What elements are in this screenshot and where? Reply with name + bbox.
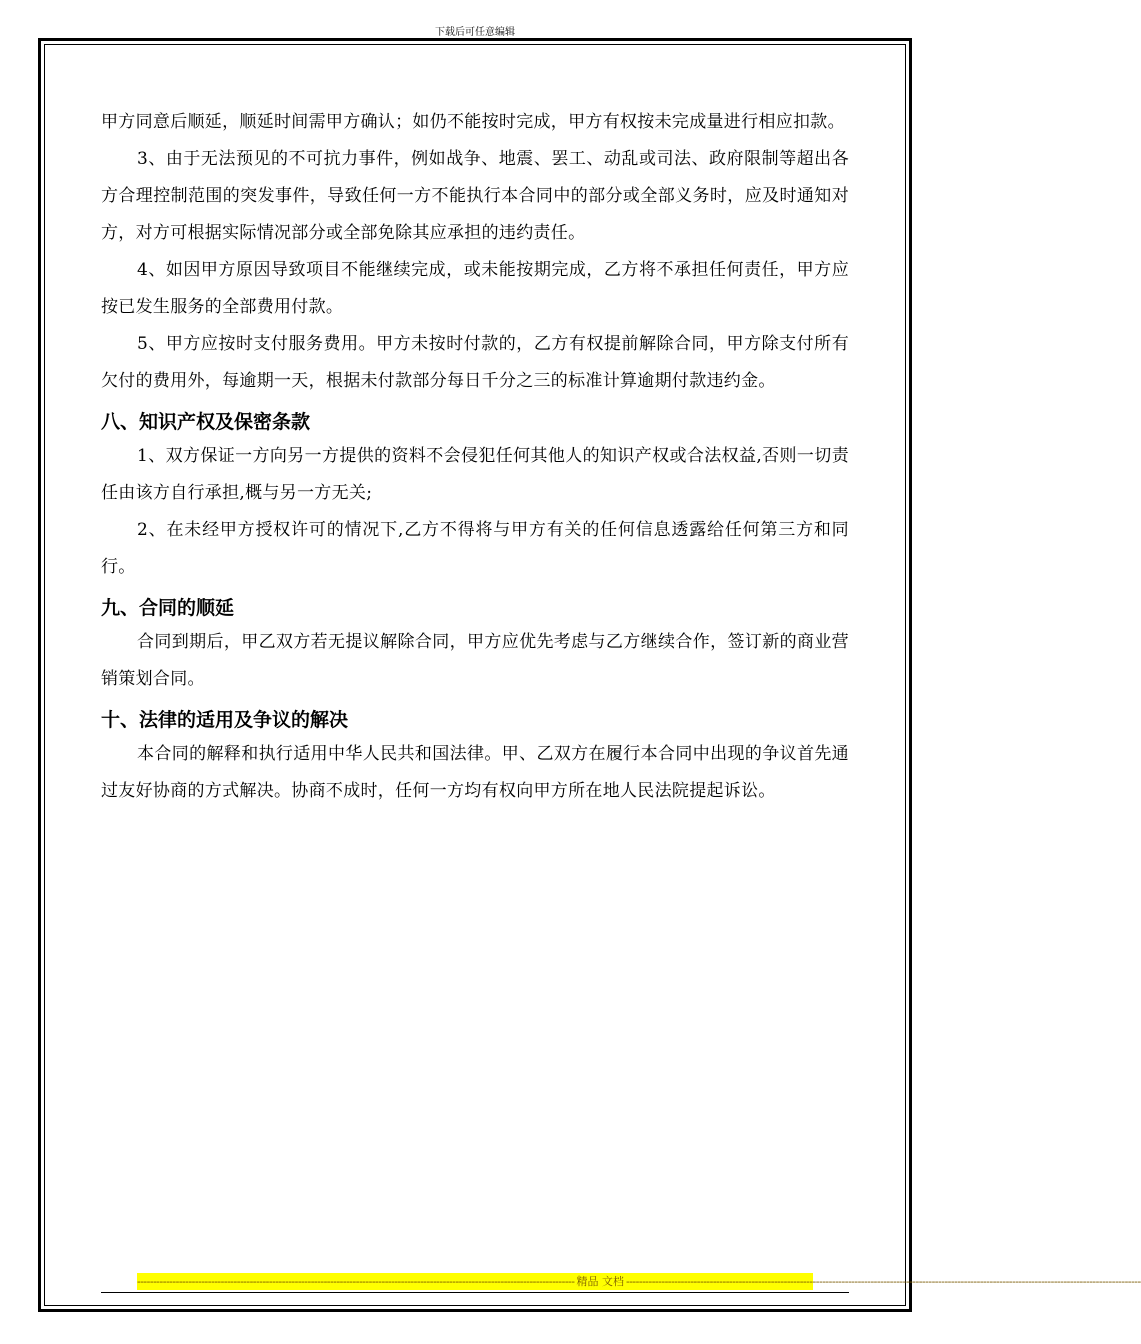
document-body xyxy=(101,104,849,810)
footer-rule xyxy=(101,1292,849,1293)
paragraph-continued: 甲方同意后顺延，顺延时间需甲方确认；如仍不能按时完成，甲方有权按未完成量进行相应扣款。 xyxy=(101,112,845,132)
footer-banner xyxy=(137,1273,1141,1290)
footer-dash-left: ---------------------------------------------------------------------------------------------------------------------------------------- xyxy=(137,1275,575,1288)
paragraph-party-a-cause: 4、如因甲方原因导致项目不能继续完成，或未能按期完成，乙方将不承担任何责任，甲方应按已发生服务的全部费用付款。 xyxy=(101,260,849,317)
header-note: 下载后可任意编辑 xyxy=(435,27,515,38)
section-heading-extension: 九、合同的顺延 xyxy=(101,597,235,619)
paragraph-ip-2: 2、在未经甲方授权许可的情况下,乙方不得将与甲方有关的任何信息透露给任何第三方和同行。 xyxy=(101,520,849,577)
paragraph-payment-penalty: 5、甲方应按时支付服务费用。甲方未按时付款的，乙方有权提前解除合同，甲方除支付所有欠付的费用外，每逾期一天，根据未付款部分每日千分之三的标准计算逾期付款违约金。 xyxy=(101,334,849,391)
footer-label: 精品 文档 xyxy=(576,1275,624,1288)
paragraph-extension: 合同到期后，甲乙双方若无提议解除合同，甲方应优先考虑与乙方继续合作，签订新的商业营销策划合同。 xyxy=(101,632,849,689)
footer-dash-right: ---------------------------------------------------------------------------------------------------------------------------------------------------------------- xyxy=(625,1275,1141,1288)
paragraph-law-disputes: 本合同的解释和执行适用中华人民共和国法律。甲、乙双方在履行本合同中出现的争议首先通过友好协商的方式解决。协商不成时，任何一方均有权向甲方所在地人民法院提起诉讼。 xyxy=(101,744,849,801)
paragraph-force-majeure: 3、由于无法预见的不可抗力事件，例如战争、地震、罢工、动乱或司法、政府限制等超出各方合理控制范围的突发事件，导致任何一方不能执行本合同中的部分或全部义务时，应及时通知对方，对方可根据实际情况部分或全部免除其应承担的违约责任。 xyxy=(101,149,849,243)
section-heading-ip-confidentiality: 八、知识产权及保密条款 xyxy=(101,411,311,433)
paragraph-ip-1: 1、双方保证一方向另一方提供的资料不会侵犯任何其他人的知识产权或合法权益,否则一切责任由该方自行承担,概与另一方无关; xyxy=(101,446,849,503)
section-heading-law-disputes: 十、法律的适用及争议的解决 xyxy=(101,709,349,731)
